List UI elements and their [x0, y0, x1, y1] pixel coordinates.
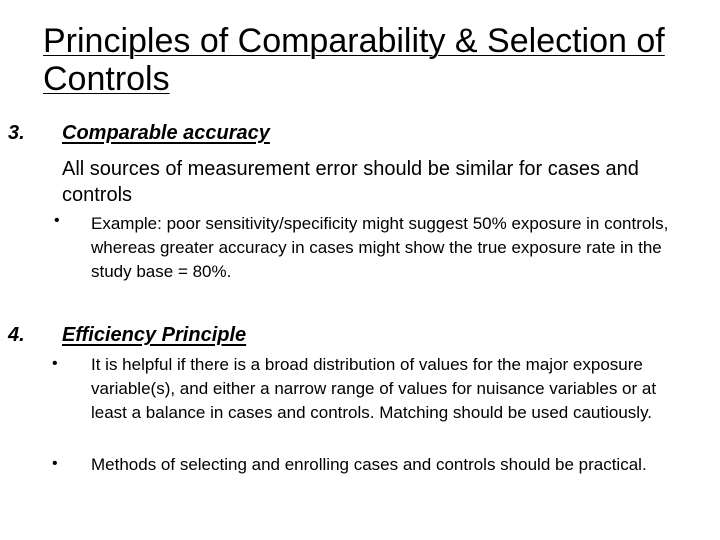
section-heading: Efficiency Principle [62, 324, 247, 346]
bullet-marker: • [52, 455, 58, 472]
bullet-marker: • [54, 212, 60, 229]
section-heading: Comparable accuracy [62, 122, 270, 144]
section-number: 3. [8, 122, 25, 144]
section-body: All sources of measurement error should be similar for cases and controls [62, 158, 639, 206]
slide-title: Principles of Comparability & Selection of Controls [43, 22, 665, 98]
bullet-text: Methods of selecting and enrolling cases and controls should be practical. [91, 455, 647, 474]
bullet-text: Example: poor sensitivity/specificity might suggest 50% exposure in controls, whereas greater accuracy in cases might show the true exposure rate in the study base = 80%. [91, 214, 669, 281]
bullet-marker: • [52, 355, 58, 372]
section-number: 4. [8, 324, 25, 346]
bullet-text: It is helpful if there is a broad distribution of values for the major exposure variable(s), and either a narrow range of values for nuisance variables or at least a balance in cases and controls. Matching should be used cautiously. [91, 355, 657, 422]
